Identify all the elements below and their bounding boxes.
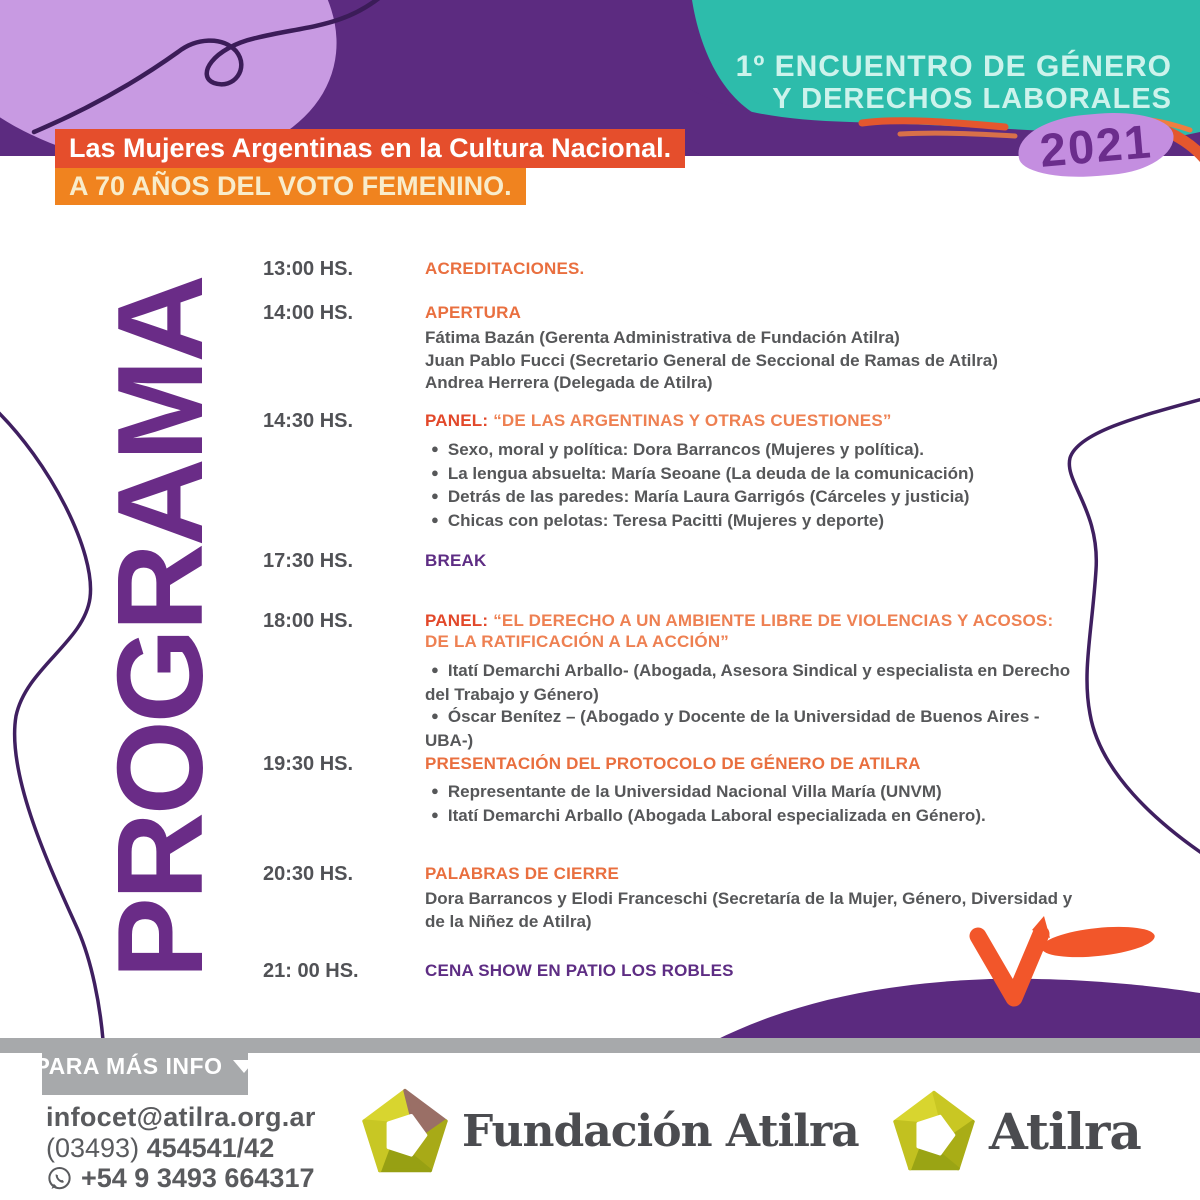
left-contour-line [0, 408, 103, 1040]
speaker-line: Juan Pablo Fucci (Secretario General de Seccional de Ramas de Atilra) [425, 350, 998, 370]
panel-prefix: PANEL: [425, 611, 489, 630]
section-title [425, 410, 1070, 431]
section-title: PRESENTACIÓN DEL PROTOCOLO DE GÉNERO DE ATILRA [425, 754, 921, 773]
section-title: APERTURA [425, 303, 522, 322]
bullet-item: ● La lengua absuelta: María Seoane (La deuda de la comunicación) [431, 463, 975, 483]
section-title: CENA SHOW EN PATIO LOS ROBLES [425, 961, 734, 980]
bullet-dot-icon: ● [431, 511, 439, 527]
bullet-list [425, 781, 1085, 828]
header-squiggle-line [34, 0, 384, 132]
bullet-dot-icon: ● [431, 464, 439, 480]
event-title-line1: 1º ENCUENTRO DE GÉNERO [735, 50, 1172, 83]
bullet-item: ● Itatí Demarchi Arballo- (Abogada, Asesora Sindical y especialista en Derecho del Trabajo y Género) [425, 661, 1071, 704]
panel-title: “EL DERECHO A UN AMBIENTE LIBRE DE VIOLENCIAS Y ACOSOS: DE LA RATIFICACIÓN A LA ACCIÓN” [425, 611, 1054, 651]
event-title [700, 50, 1172, 116]
banner-line-1: Las Mujeres Argentinas en la Cultura Nacional. [55, 129, 685, 168]
bullet-dot-icon: ● [431, 806, 439, 822]
section-title: ACREDITACIONES. [425, 259, 585, 278]
bullet-item: ● Detrás de las paredes: María Laura Garrigós (Cárceles y justicia) [431, 487, 970, 506]
fundacion-logo-text: Fundación Atilra [462, 1105, 859, 1157]
panel-title: “DE LAS ARGENTINAS Y OTRAS CUESTIONES” [493, 411, 892, 430]
bottom-dome-shape [714, 979, 1200, 1041]
info-box [34, 1038, 248, 1095]
time-label: 14:30 HS. [263, 410, 354, 432]
banner-line-2: A 70 AÑOS DEL VOTO FEMENINO. [55, 168, 526, 205]
section-title: PALABRAS DE CIERRE [425, 864, 620, 883]
pentagon-logo-icon [893, 1088, 975, 1174]
time-label: 21: 00 HS. [263, 960, 359, 982]
email-text: infocet@atilra.org.ar [46, 1102, 316, 1132]
event-title-line2: Y DERECHOS LABORALES [772, 83, 1172, 115]
speaker-line: Andrea Herrera (Delegada de Atilra) [425, 373, 713, 392]
bullet-dot-icon: ● [431, 708, 439, 723]
bullet-dot-icon: ● [431, 783, 439, 798]
time-label: 20:30 HS. [263, 863, 354, 885]
section-title: BREAK [425, 551, 487, 570]
phone-number: 454541/42 [146, 1133, 275, 1163]
atilra-logo-text: Atilra [989, 1101, 1141, 1161]
info-box-label: PARA MÁS INFO [34, 1053, 223, 1079]
speaker-line: Dora Barrancos y Elodi Franceschi (Secretaría de la Mujer, Género, Diversidad y de la Niñez de Atilra) [425, 889, 1073, 931]
programa-vertical-label: PROGRAMA [92, 277, 228, 979]
whatsapp-number: +54 9 3493 664317 [81, 1163, 315, 1193]
whatsapp-row [46, 1163, 314, 1194]
bullet-item: ● Representante de la Universidad Nacional Villa María (UNVM) [431, 782, 942, 801]
pentagon-logo-icon [362, 1086, 448, 1176]
dropdown-arrow-icon [233, 1060, 255, 1073]
year-badge-text: 2021 [1037, 113, 1155, 177]
bullet-list [425, 660, 1085, 752]
phone-area-code: (03493) [46, 1133, 147, 1163]
atilra-logo [893, 1088, 1141, 1174]
bullet-dot-icon: ● [431, 488, 439, 503]
section-title [425, 610, 1065, 652]
bullet-dot-icon: ● [431, 662, 439, 677]
bullet-item: ● Sexo, moral y política: Dora Barrancos (Mujeres y política). [431, 440, 925, 459]
panel-prefix: PANEL: [425, 411, 489, 430]
time-label: 14:00 HS. [263, 302, 354, 324]
speaker-line: Fátima Bazán (Gerenta Administrativa de Fundación Atilra) [425, 328, 900, 347]
bullet-list [425, 439, 1085, 533]
time-label: 17:30 HS. [263, 550, 354, 572]
time-label: 18:00 HS. [263, 610, 354, 632]
bullet-item: ● Itatí Demarchi Arballo (Abogada Laboral especializada en Género). [431, 805, 986, 825]
bullet-dot-icon: ● [431, 441, 439, 456]
fundacion-logo [362, 1086, 859, 1176]
time-label: 19:30 HS. [263, 753, 354, 775]
bullet-item: ● Óscar Benítez – (Abogado y Docente de la Universidad de Buenos Aires -UBA-) [425, 707, 1040, 750]
whatsapp-icon [46, 1165, 73, 1192]
bullet-item: ● Chicas con pelotas: Teresa Pacitti (Mujeres y deporte) [431, 510, 885, 530]
time-label: 13:00 HS. [263, 258, 354, 280]
phone-text [46, 1133, 274, 1164]
